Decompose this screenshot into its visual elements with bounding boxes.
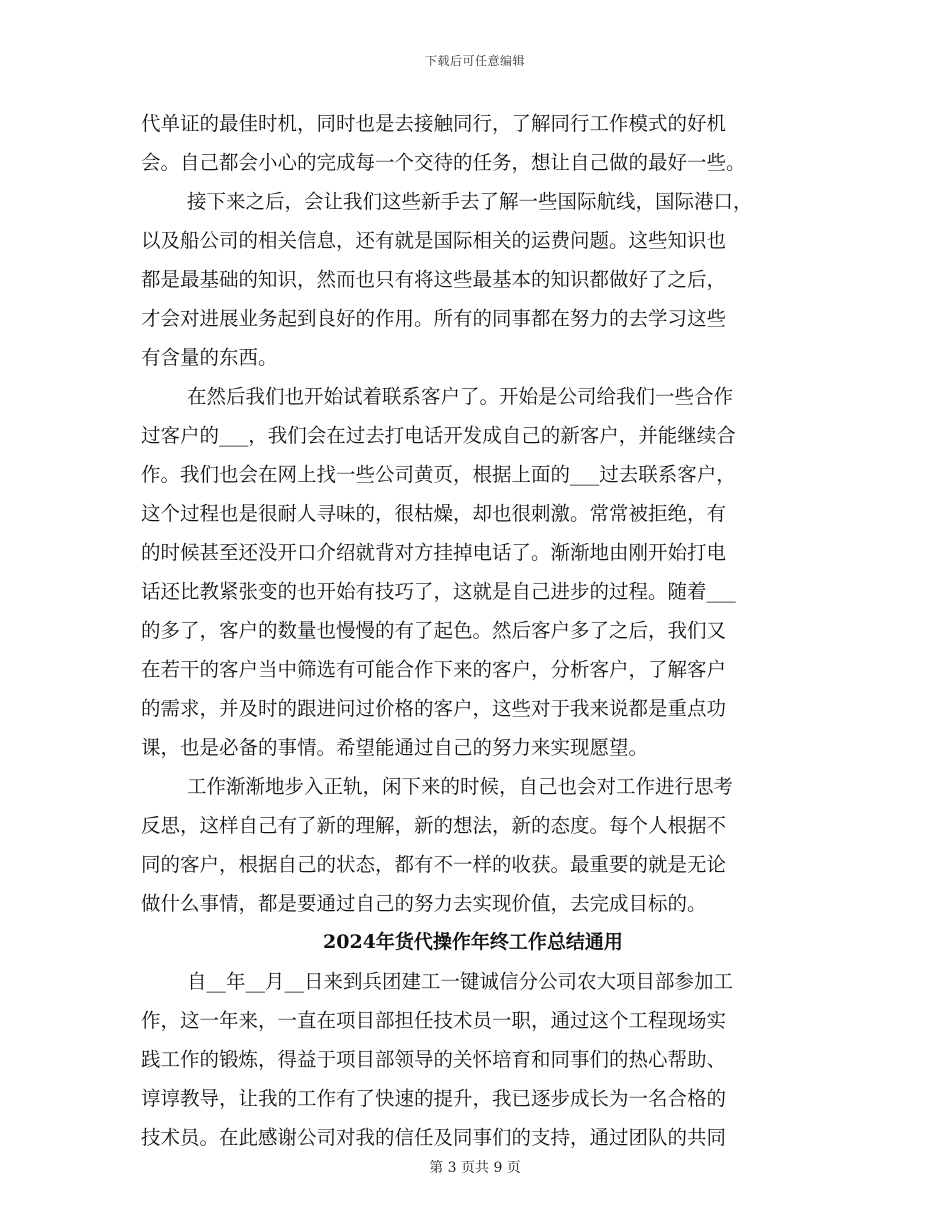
text-line: 做什么事情，都是要通过自己的努力去实现价值，去完成目标的。 bbox=[141, 892, 707, 915]
section-heading: 2024年货代操作年终工作总结通用 bbox=[323, 931, 623, 953]
text-line: 践工作的锻炼，得益于项目部领导的关怀培育和同事们的热心帮助、 bbox=[141, 1048, 727, 1071]
text-line: 有含量的东西。 bbox=[141, 346, 278, 369]
page-header: 下载后可任意编辑 bbox=[424, 54, 525, 68]
paragraph-start: 接下来之后，会让我们这些新手去了解一些国际航线，国际港口， bbox=[187, 190, 753, 213]
text-line: 的需求，并及时的跟进问过价格的客户，这些对于我来说都是重点功 bbox=[141, 697, 727, 720]
text-line: 同的客户，根据自己的状态，都有不一样的收获。最重要的就是无论 bbox=[141, 853, 727, 876]
text-line: 以及船公司的相关信息，还有就是国际相关的运费问题。这些知识也 bbox=[141, 229, 727, 252]
page-number: 第 3 页共 9 页 bbox=[429, 1160, 521, 1176]
text-line: 的时候甚至还没开口介绍就背对方挂掉电话了。渐渐地由刚开始打电 bbox=[141, 541, 727, 564]
paragraph-start: 自__年__月__日来到兵团建工一键诚信分公司农大项目部参加工 bbox=[187, 970, 734, 993]
text-line: 的多了，客户的数量也慢慢的有了起色。然后客户多了之后，我们又 bbox=[141, 619, 727, 642]
text-line: 话还比教紧张变的也开始有技巧了，这就是自己进步的过程。随着___ bbox=[141, 580, 736, 603]
text-line: 在若干的客户当中筛选有可能合作下来的客户，分析客户，了解客户 bbox=[141, 658, 727, 681]
text-line: 代单证的最佳时机，同时也是去接触同行，了解同行工作模式的好机 bbox=[141, 112, 727, 135]
text-line: 会。自己都会小心的完成每一个交待的任务，想让自己做的最好一些。 bbox=[141, 151, 746, 174]
text-line: 过客户的___，我们会在过去打电话开发成自己的新客户，并能继续合 bbox=[141, 424, 736, 447]
document-body bbox=[141, 104, 805, 1157]
text-line: 作。我们也会在网上找一些公司黄页，根据上面的___过去联系客户， bbox=[141, 463, 736, 486]
paragraph-start: 在然后我们也开始试着联系客户了。开始是公司给我们一些合作 bbox=[187, 385, 734, 408]
text-line: 谆谆教导，让我的工作有了快速的提升，我已逐步成长为一名合格的 bbox=[141, 1087, 727, 1110]
paragraph-start: 工作渐渐地步入正轨，闲下来的时候，自己也会对工作进行思考 bbox=[187, 775, 734, 798]
text-line: 这个过程也是很耐人寻味的，很枯燥，却也很刺激。常常被拒绝，有 bbox=[141, 502, 727, 525]
text-line: 技术员。在此感谢公司对我的信任及同事们的支持，通过团队的共同 bbox=[141, 1126, 727, 1149]
text-line: 都是最基础的知识，然而也只有将这些最基本的知识都做好了之后， bbox=[141, 268, 727, 291]
text-line: 课，也是必备的事情。希望能通过自己的努力来实现愿望。 bbox=[141, 736, 649, 759]
text-line: 才会对进展业务起到良好的作用。所有的同事都在努力的去学习这些 bbox=[141, 307, 727, 330]
text-line: 作，这一年来，一直在项目部担任技术员一职，通过这个工程现场实 bbox=[141, 1009, 727, 1032]
text-line: 反思，这样自己有了新的理解，新的想法，新的态度。每个人根据不 bbox=[141, 814, 727, 837]
